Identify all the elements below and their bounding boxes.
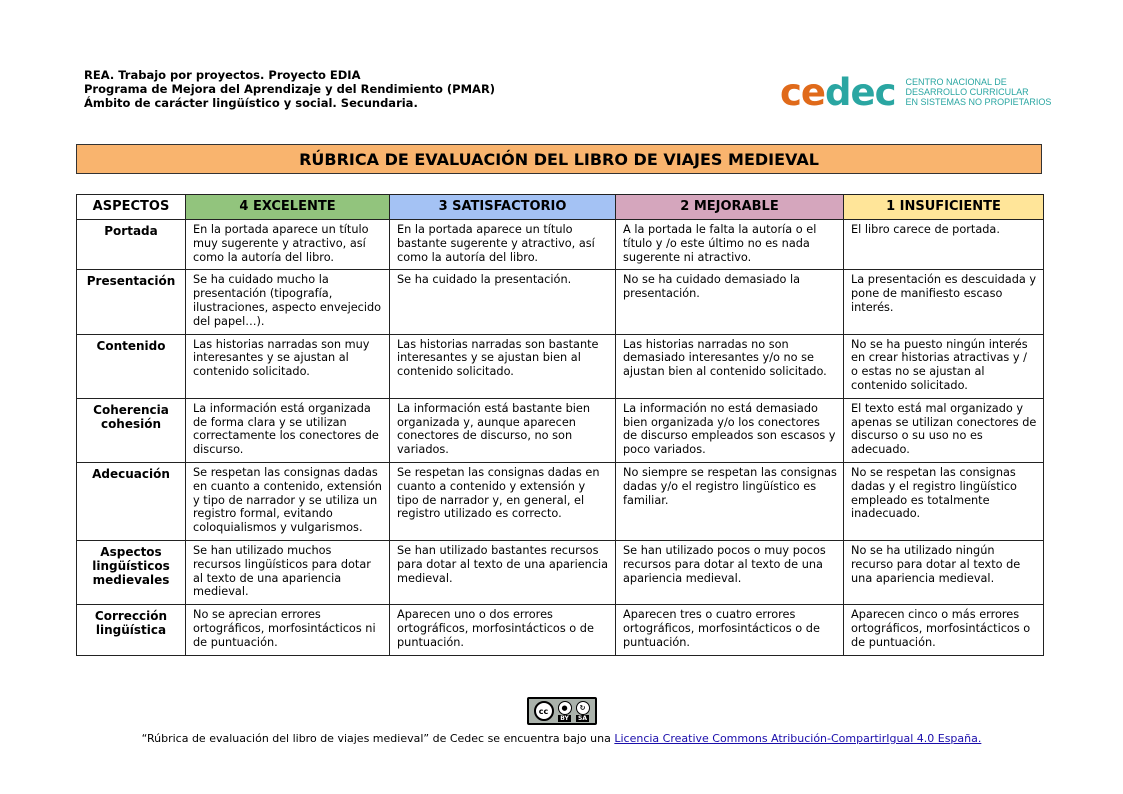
aspect-label: Coherencia cohesión <box>77 398 186 462</box>
table-cell: No se ha cuidado demasiado la presentación. <box>616 270 844 334</box>
table-cell: En la portada aparece un título bastante sugerente y atractivo, así como la autoría del libro. <box>390 220 616 270</box>
header-line-3: Ámbito de carácter lingüístico y social. Secundaria. <box>84 96 418 110</box>
table-cell: A la portada le falta la autoría o el título y /o este último no es nada sugerente ni atractivo. <box>616 220 844 270</box>
table-cell: Las historias narradas son bastante interesantes y se ajustan bien al contenido solicitado. <box>390 334 616 398</box>
table-row <box>77 220 1044 270</box>
table-cell: La presentación es descuidada y pone de manifiesto escaso interés. <box>844 270 1044 334</box>
table-cell: No se aprecian errores ortográficos, morfosintácticos ni de puntuación. <box>186 605 390 655</box>
table-cell: En la portada aparece un título muy sugerente y atractivo, así como la autoría del libro. <box>186 220 390 270</box>
cedec-logo-subtitle: CENTRO NACIONAL DE DESARROLLO CURRICULAR EN SISTEMAS NO PROPIETARIOS <box>905 77 1052 107</box>
header-mejorable: 2 MEJORABLE <box>616 195 844 220</box>
table-cell: Aparecen uno o dos errores ortográficos, morfosintácticos o de puntuación. <box>390 605 616 655</box>
aspect-label: Aspectos lingüísticos medievales <box>77 540 186 604</box>
header-aspectos: ASPECTOS <box>77 195 186 220</box>
rubric-title: RÚBRICA DE EVALUACIÓN DEL LIBRO DE VIAJES MEDIEVAL <box>76 144 1042 174</box>
header-insuficiente: 1 INSUFICIENTE <box>844 195 1044 220</box>
table-cell: La información no está demasiado bien organizada y/o los conectores de discurso empleados son escasos y poco variados. <box>616 398 844 462</box>
license-footer <box>0 697 1123 745</box>
cc-icon: cc <box>534 701 554 721</box>
table-row <box>77 334 1044 398</box>
table-cell: La información está bastante bien organizada y, aunque aparecen conectores de discurso, no son variados. <box>390 398 616 462</box>
table-cell: No se ha puesto ningún interés en crear historias atractivas y / o estas no se ajustan al contenido solicitado. <box>844 334 1044 398</box>
table-cell: Se han utilizado bastantes recursos para dotar al texto de una apariencia medieval. <box>390 540 616 604</box>
aspect-label: Corrección lingüística <box>77 605 186 655</box>
table-cell: Se respetan las consignas dadas en cuanto a contenido, extensión y tipo de narrador y se utiliza un registro formal, evitando coloquialismos y vulgarismos. <box>186 462 390 540</box>
header-excelente: 4 EXCELENTE <box>186 195 390 220</box>
person-icon: ● <box>558 701 572 715</box>
table-row <box>77 540 1044 604</box>
table-cell: Se ha cuidado la presentación. <box>390 270 616 334</box>
header-line-2: Programa de Mejora del Aprendizaje y del Rendimiento (PMAR) <box>84 82 496 96</box>
table-cell: Aparecen cinco o más errores ortográficos, morfosintácticos o de puntuación. <box>844 605 1044 655</box>
cc-license-badge[interactable] <box>527 697 597 725</box>
table-cell: No se respetan las consignas dadas y el registro lingüístico empleado es totalmente inadecuado. <box>844 462 1044 540</box>
table-cell: Se han utilizado muchos recursos lingüísticos para dotar al texto de una apariencia medieval. <box>186 540 390 604</box>
aspect-label: Presentación <box>77 270 186 334</box>
cc-sa-icon: ↻ SA <box>576 701 590 722</box>
cc-by-icon: ● BY <box>558 701 572 722</box>
aspect-label: Adecuación <box>77 462 186 540</box>
share-alike-icon: ↻ <box>576 701 590 715</box>
license-text <box>0 732 1123 745</box>
table-row <box>77 462 1044 540</box>
cedec-logo-word: cedec <box>780 70 896 114</box>
license-link[interactable]: Licencia Creative Commons Atribución-CompartirIgual 4.0 España. <box>614 732 982 745</box>
table-cell: No siempre se respetan las consignas dadas y/o el registro lingüístico es familiar. <box>616 462 844 540</box>
table-cell: Las historias narradas son muy interesantes y se ajustan al contenido solicitado. <box>186 334 390 398</box>
header-satisfactorio: 3 SATISFACTORIO <box>390 195 616 220</box>
table-cell: Las historias narradas no son demasiado interesantes y/o no se ajustan bien al contenido solicitado. <box>616 334 844 398</box>
table-cell: No se ha utilizado ningún recurso para dotar al texto de una apariencia medieval. <box>844 540 1044 604</box>
table-cell: Se respetan las consignas dadas en cuanto a contenido y extensión y tipo de narrador y, en general, el registro utilizado es correcto. <box>390 462 616 540</box>
table-cell: Se han utilizado pocos o muy pocos recursos para dotar al texto de una apariencia medieval. <box>616 540 844 604</box>
table-row <box>77 270 1044 334</box>
header-row <box>77 195 1044 220</box>
table-cell: Aparecen tres o cuatro errores ortográficos, morfosintácticos o de puntuación. <box>616 605 844 655</box>
aspect-label: Portada <box>77 220 186 270</box>
table-row <box>77 398 1044 462</box>
aspect-label: Contenido <box>77 334 186 398</box>
table-row <box>77 605 1044 655</box>
rubric-table <box>76 194 1044 656</box>
table-cell: El texto está mal organizado y apenas se utilizan conectores de discurso o su uso no es adecuado. <box>844 398 1044 462</box>
cedec-logo <box>780 72 1051 112</box>
license-statement: “Rúbrica de evaluación del libro de viajes medieval” de Cedec se encuentra bajo una <box>141 732 615 745</box>
header-line-1: REA. Trabajo por proyectos. Proyecto EDIA <box>84 68 361 82</box>
table-cell: Se ha cuidado mucho la presentación (tipografía, ilustraciones, aspecto envejecido del papel…). <box>186 270 390 334</box>
table-cell: La información está organizada de forma clara y se utilizan correctamente los conectores de discurso. <box>186 398 390 462</box>
table-cell: El libro carece de portada. <box>844 220 1044 270</box>
document-header <box>84 68 495 110</box>
